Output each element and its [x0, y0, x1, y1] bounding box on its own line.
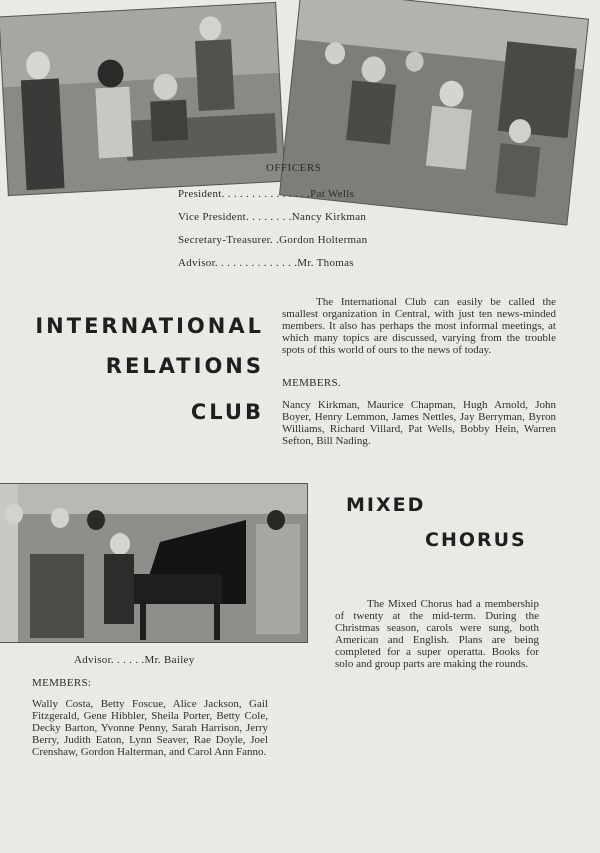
mixed-chorus-description: The Mixed Chorus had a membership of twenty at the mid-term. During the Christmas season, carols were sung, both American and English. Plans are being completed for a super operatta. Books for solo and group parts are making the rounds.	[335, 598, 539, 670]
heading-chorus: CHORUS	[425, 529, 527, 551]
chorus-piano-photo	[0, 484, 307, 642]
officer-vice-president: Vice President. . . . . . . .Nancy Kirkman	[178, 211, 367, 223]
officers-title: OFFICERS	[266, 162, 322, 174]
chorus-advisor: Advisor. . . . . .Mr. Bailey	[74, 654, 195, 666]
officer-president: President. . . . . . . . . . . . . . .Pat Wells	[178, 188, 355, 200]
officers-photo	[0, 3, 284, 195]
international-members-label: MEMBERS.	[282, 377, 341, 389]
international-club-description: The International Club can easily be called the smallest organization in Central, with just ten news-minded members. It also has perhaps the most informal meetings, at which many topics are discussed, varying from the trouble spots of this world of ours to the news of today.	[282, 296, 556, 356]
heading-relations: RELATIONS	[105, 354, 264, 378]
officer-secretary-treasurer: Secretary-Treasurer. .Gordon Holterman	[178, 234, 368, 246]
heading-club: CLUB	[190, 400, 264, 424]
chorus-members-label: MEMBERS:	[32, 677, 92, 689]
heading-international: INTERNATIONAL	[35, 314, 264, 338]
chorus-members-list: Wally Costa, Betty Foscue, Alice Jackson, Gail Fitzgerald, Gene Hibbler, Sheila Porter, Betty Cole, Decky Barton, Yvonne Penny, Sarah Harrison, Jerry Berry, Judith Eaton, Lynn Seaver, Rae Doyle, Joel Crenshaw, Gordon Halterman, and Carol Ann Fanno.	[32, 698, 268, 758]
heading-mixed: MIXED	[346, 494, 426, 516]
international-members-list: Nancy Kirkman, Maurice Chapman, Hugh Arnold, John Boyer, Henry Lemmon, James Nettles, Jay Berryman, Byron Williams, Richard Villard, Pat Wells, Bobby Hein, Warren Sefton, Bill Nading.	[282, 399, 556, 447]
officer-advisor: Advisor. . . . . . . . . . . . . .Mr. Thomas	[178, 257, 354, 269]
